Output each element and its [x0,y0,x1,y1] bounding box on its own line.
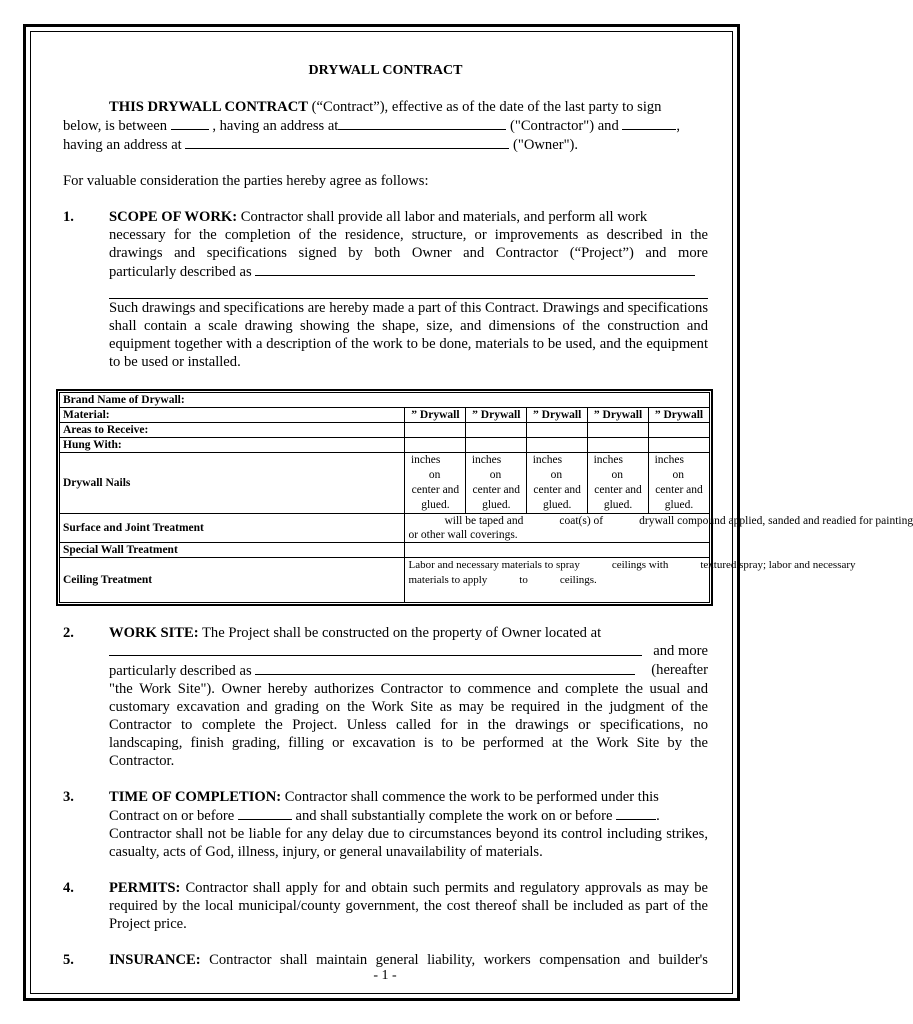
completion-date-blank[interactable] [616,806,656,820]
brand-label: Brand Name of Drywall: [60,393,710,408]
nails-cell[interactable] [466,453,527,514]
contractor-name-blank[interactable] [171,116,209,130]
section-5-body-text: Contractor shall maintain general liability, workers compensation and builder's [200,952,708,968]
page-number: - 1 - [373,968,397,983]
hung-cell[interactable] [527,438,588,453]
contractor-address-blank[interactable] [338,116,506,130]
drywall-col-4[interactable]: ” Drywall [588,408,649,423]
hung-cell[interactable] [648,438,709,453]
surface-cell[interactable] [405,514,913,543]
areas-cell[interactable] [588,423,649,438]
section-permits [63,879,708,933]
intro-line-1 [63,98,708,116]
table-row-material [60,408,710,423]
project-description-blank[interactable] [255,262,695,276]
ceiling-text-d: materials to apply [408,574,488,586]
nails-text-1: inches on [654,454,684,481]
nails-text-2: center and glued. [411,484,460,511]
areas-cell[interactable] [405,423,466,438]
material-label: Material: [60,408,405,423]
section-heading: WORK SITE: [109,625,199,641]
section-1-line-2: necessary for the completion of the residence, structure, or improvements as described in the [109,227,708,243]
section-5-body [109,951,708,969]
intro-line-2a: below, is between [63,118,171,134]
section-number: 3. [63,789,74,805]
nails-label: Drywall Nails [60,453,405,514]
ceiling-label: Ceiling Treatment [60,558,405,603]
section-3-line-2a: Contract on or before [109,808,238,824]
nails-text-1: inches on [532,454,563,481]
consideration-text: For valuable consideration the parties hereby agree as follows: [63,173,429,189]
section-scope-of-work [63,208,708,371]
special-cell[interactable] [405,543,710,558]
drywall-col-2[interactable]: ” Drywall [466,408,527,423]
section-number: 1. [63,209,74,225]
ceiling-text-a: Labor and necessary materials to spray [408,559,580,571]
section-time-of-completion [63,788,708,861]
hung-cell[interactable] [466,438,527,453]
intro-line-3b: ("Owner"). [509,137,579,153]
section-number: 4. [63,880,74,896]
document-title: DRYWALL CONTRACT [308,63,463,78]
section-3-line-1 [109,788,708,806]
table-row-special [60,543,710,558]
hung-cell[interactable] [405,438,466,453]
section-heading: PERMITS: [109,880,181,896]
section-2-line-1 [109,624,708,642]
section-2-line-2-end: and more [653,643,708,659]
section-heading: SCOPE OF WORK: [109,209,238,225]
intro-line-1-text: (“Contract”), effective as of the date of the last party to sign [307,99,662,115]
section-2-line-3b: (hereafter [651,662,708,678]
section-work-site [63,624,708,770]
owner-address-blank[interactable] [185,135,509,149]
ceiling-text-b: ceilings with [611,559,669,571]
section-3-line-2c: . [656,808,660,824]
section-1-line-3: drawings and specifications signed by both Owner and Contractor (“Project”) and more [109,245,708,261]
table-row-ceiling [60,558,710,603]
intro-paragraph [63,98,708,154]
ceiling-text-f: ceilings. [559,574,597,586]
nails-text-1: inches on [593,454,623,481]
nails-text-2: center and glued. [472,484,521,511]
work-site-description-blank[interactable] [255,661,635,675]
section-2-line-1-text: The Project shall be constructed on the property of Owner located at [198,625,602,641]
nails-cell[interactable] [648,453,709,514]
intro-lead: THIS DRYWALL CONTRACT [109,99,308,115]
drywall-spec-table [56,389,913,606]
table-row-surface [60,514,710,543]
table-row-hung [60,438,710,453]
section-2-line-2 [109,642,708,661]
intro-line-3 [63,135,708,154]
section-3-line-2b: and shall substantially complete the work on or before [291,808,617,824]
surface-text-a: will be taped and [444,515,524,527]
section-4-body [109,879,708,933]
section-1-body: Such drawings and specifications are hereby made a part of this Contract. Drawings and specifications shall contain a scale drawing showing the shape, size, and dimensions of the construction and equipment together with a description of the work to be done, materials to be used, and the equipment to be used or installed. [109,300,708,370]
section-1-line-4-text: particularly described as [109,264,256,280]
areas-cell[interactable] [648,423,709,438]
nails-cell[interactable] [588,453,649,514]
nails-cell[interactable] [405,453,466,514]
areas-label: Areas to Receive: [60,423,405,438]
table-row-nails [60,453,710,514]
section-2-body: "the Work Site"). Owner hereby authorizes Contractor to commence and complete the usual and customary excavation and grading on the Work Site as may be required in the judgment of the Contractor to complete the Project. Unless called for in the drawings or specifications, no landscaping, finish grading, filling or excavation is to be performed at the Work Site by the Contractor. [109,681,708,769]
nails-text-2: center and glued. [594,484,642,511]
table-row-areas [60,423,710,438]
areas-cell[interactable] [527,423,588,438]
intro-line-3a: having an address at [63,137,186,153]
areas-cell[interactable] [466,423,527,438]
section-number: 5. [63,952,74,968]
section-4-body-text: Contractor shall apply for and obtain such permits and regulatory approvals as may be required by the local municipal/county government, the cost thereof shall be included as part of the Project price. [109,880,708,932]
nails-text-1: inches on [410,454,441,481]
section-heading: TIME OF COMPLETION: [109,789,282,805]
table-row-brand [60,393,710,408]
surface-label: Surface and Joint Treatment [60,514,405,543]
section-2-line-3a: particularly described as [109,663,256,679]
start-date-blank[interactable] [238,806,292,820]
section-heading: INSURANCE: [109,952,201,968]
section-3-body: Contractor shall not be liable for any delay due to circumstances beyond its control including strikes, casualty, acts of God, illness, injury, or general unavailability of materials. [109,826,708,860]
nails-cell[interactable] [527,453,588,514]
drywall-col-5[interactable]: ” Drywall [648,408,709,423]
section-1-line-1 [109,209,647,225]
section-3-line-1-text: Contractor shall commence the work to be performed under this [281,789,659,805]
hung-label: Hung With: [60,438,405,453]
intro-line-2c: ("Contractor") and [506,118,623,134]
special-label: Special Wall Treatment [60,543,405,558]
surface-text-c: drywall compound applied, sanded and readied for painting [639,515,913,527]
owner-name-blank[interactable] [622,116,676,130]
ceiling-text-e: to [519,574,528,586]
section-2-line-3 [109,661,708,680]
nails-text-1: inches on [471,454,502,481]
project-description-blank-2[interactable] [109,281,708,299]
document-page [63,62,913,969]
intro-line-2 [63,116,708,135]
section-number: 2. [63,625,74,641]
nails-text-2: center and glued. [655,484,703,511]
intro-line-2b: , having an address at [208,118,339,134]
ceiling-text-c: textured spray; labor and necessary [700,559,856,571]
surface-text-b: coat(s) of [559,515,604,527]
nails-text-2: center and glued. [533,484,581,511]
work-site-location-blank[interactable] [109,642,642,656]
surface-text-d: or other wall coverings. [408,529,518,541]
intro-line-2d: , [676,118,681,134]
section-3-line-2 [109,806,708,825]
hung-cell[interactable] [588,438,649,453]
drywall-col-1[interactable]: ” Drywall [405,408,466,423]
section-insurance [63,951,708,969]
section-1-line-4 [109,262,708,281]
section-1-line-1-text: Contractor shall provide all labor and materials, and perform all work [237,209,648,225]
ceiling-cell[interactable] [405,558,856,603]
drywall-col-3[interactable]: ” Drywall [527,408,588,423]
